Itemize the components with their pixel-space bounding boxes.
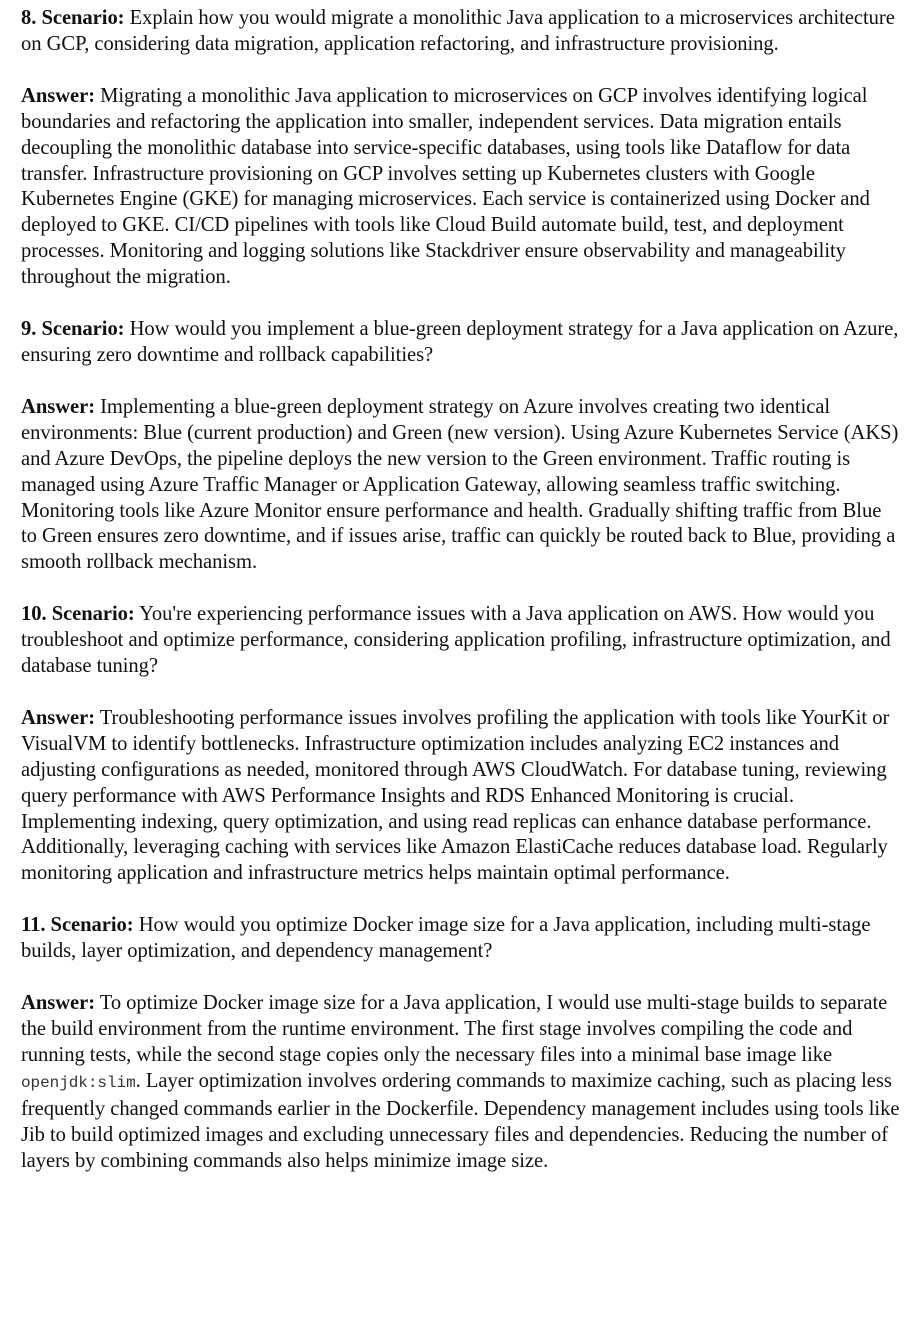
question-text: How would you optimize Docker image size for a Java application, including multi-stage builds, layer optimization, and dependency management? bbox=[21, 914, 871, 963]
answer-text: To optimize Docker image size for a Java application, I would use multi-stage builds to separate the build environment from the runtime environment. The first stage involves compiling the code and running tests, while the second stage copies only the necessary files into a minimal base image like bbox=[21, 992, 888, 1066]
answer-text: Implementing a blue-green deployment strategy on Azure involves creating two identical environments: Blue (current production) and Green (new version). Using Azure Kubernetes Service (AKS) and Azure DevOps, the pipeline deploys the new version to the Green environment. Traffic routing is managed using Azure Traffic Manager or Application Gateway, allowing seamless traffic switching. Monitoring tools like Azure Monitor ensure performance and health. Gradually shifting traffic from Blue to Green ensures zero downtime, and if issues arise, traffic can quickly be routed back to Blue, providing a smooth rollback mechanism. bbox=[21, 395, 899, 574]
scenario-9-question bbox=[21, 317, 900, 369]
scenario-8-answer bbox=[21, 84, 900, 291]
answer-label: Answer: bbox=[21, 706, 96, 729]
question-text: How would you implement a blue-green deployment strategy for a Java application on Azure, ensuring zero downtime and rollback capabilities? bbox=[21, 318, 899, 366]
scenario-11-answer bbox=[21, 991, 900, 1174]
scenario-label: 10. Scenario: bbox=[21, 603, 135, 626]
scenario-label: 8. Scenario: bbox=[21, 7, 125, 29]
scenario-11-question bbox=[21, 913, 900, 965]
answer-label: Answer: bbox=[21, 395, 96, 418]
scenario-label: 11. Scenario: bbox=[21, 914, 134, 937]
answer-label: Answer: bbox=[21, 84, 96, 107]
question-text: Explain how you would migrate a monolithic Java application to a microservices architecture on GCP, considering data migration, application refactoring, and infrastructure provisioning. bbox=[21, 7, 895, 55]
scenario-10-question bbox=[21, 602, 900, 680]
answer-text: Migrating a monolithic Java application to microservices on GCP involves identifying logical boundaries and refactoring the application into smaller, independent services. Data migration entails decoupling the monolithic database into service-specific databases, using tools like Dataflow for data transfer. Infrastructure provisioning on GCP involves setting up Kubernetes clusters with Google Kubernetes Engine (GKE) for managing microservices. Each service is containerized using Docker and deployed to GKE. CI/CD pipelines with tools like Cloud Build automate build, test, and deployment processes. Monitoring and logging solutions like Stackdriver ensure observability and manageability throughout the migration. bbox=[21, 84, 870, 289]
scenario-10-answer bbox=[21, 706, 900, 887]
inline-code: openjdk:slim bbox=[21, 1073, 136, 1092]
answer-label: Answer: bbox=[21, 992, 96, 1015]
scenario-8-question bbox=[21, 6, 900, 58]
scenario-label: 9. Scenario: bbox=[21, 318, 125, 341]
answer-text: Troubleshooting performance issues involves profiling the application with tools like YourKit or VisualVM to identify bottlenecks. Infrastructure optimization includes analyzing EC2 instances and adjusting configurations as needed, monitored through AWS CloudWatch. For database tuning, reviewing query performance with AWS Performance Insights and RDS Enhanced Monitoring is crucial. Implementing indexing, query optimization, and using read replicas can enhance database performance. Additionally, leveraging caching with services like Amazon ElastiCache reduces database load. Regularly monitoring application and infrastructure metrics helps maintain optimal performance. bbox=[21, 706, 890, 885]
answer-text-continued: . Layer optimization involves ordering commands to maximize caching, such as placing less frequently changed commands earlier in the Dockerfile. Dependency management includes using tools like Jib to build optimized images and excluding unnecessary files and dependencies. Reducing the number of layers by combining commands also helps minimize image size. bbox=[21, 1069, 900, 1172]
question-text: You're experiencing performance issues with a Java application on AWS. How would you troubleshoot and optimize performance, considering application profiling, infrastructure optimization, and database tuning? bbox=[21, 603, 891, 678]
scenario-9-answer bbox=[21, 395, 900, 576]
